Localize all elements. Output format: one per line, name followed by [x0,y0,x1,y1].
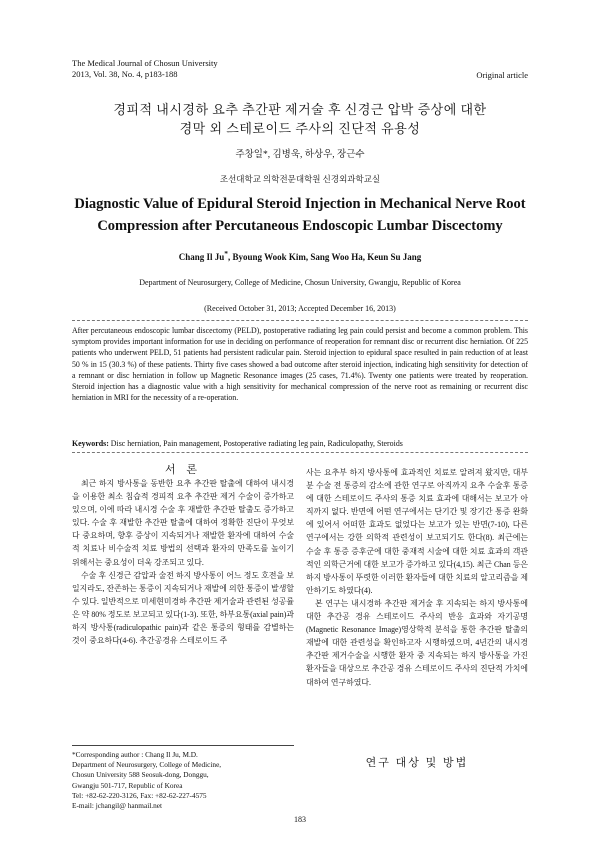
intro-heading: 서 론 [164,464,201,476]
footnote-line: Chosun University 588 Seosuk-dong, Donggu, [72,770,209,780]
english-title-line1: Diagnostic Value of Epidural Steroid Injection in Mechanical Nerve Root [74,196,526,212]
right-column [306,466,528,689]
received-dates: (Received October 31, 2013; Accepted December 16, 2013) [204,304,396,313]
korean-title [60,100,540,138]
intro-paragraph-4: 본 연구는 내시경하 추간판 제거술 후 지속되는 하지 방사통에 대한 추간공 경유 스테로이드 주사의 반응 효과와 자기공명(Magnetic Resonance Image)영상학적 분석을 통한 추간판 탈출의 재발에 대한 관련성을 확인하고자 시행하였으며, 4년간의 내시경 추간판 제거수술을 시행한 환자 중 지속되는 하지 방사통을 가진 환자들을 대상으로 추간공 경유 스테로이드 주사의 진단적 가치에 대하여 연구하였다. [306,598,528,687]
korean-title-line1: 경피적 내시경하 요추 추간판 제거술 후 신경근 압박 증상에 대한 [113,102,487,117]
english-affiliation: Department of Neurosurgery, College of Medicine, Chosun University, Gwangju, Republic of Korea [139,278,461,287]
footnote-line: Gwangju 501-717, Republic of Korea [72,780,183,790]
first-author: Chang Il Ju [178,252,225,262]
keywords [72,438,528,449]
footnote-line: *Corresponding author : Chang Il Ju, M.D. [72,750,198,759]
journal-volume: 2013, Vol. 38, No. 4, p183-188 [72,69,178,79]
left-column [72,477,294,647]
keywords-label: Keywords: [72,439,109,448]
keywords-text: Disc herniation, Pain management, Postoperative radiating leg pain, Radiculopathy, Steroids [108,439,403,448]
intro-paragraph-2: 수술 후 신경근 감압과 술전 하지 방사통이 어느 정도 호전을 보일지라도, 잔존하는 통증이 지속되거나 재발에 의한 통증이 발생할 수 있다. 일반적으로 미세현미경하 추간판 제거술과 관련된 성공률은 약 80% 정도로 보고되고 있다(1-3). 또한, 하부요통(axial pain)과 하지 방사통(radiculopathic pain)과 같은 통증의 형태를 감별하는 것이 중요하다(4-6). 추간공경유 스테로이드 주 [72,570,294,646]
corresponding-mark: * [224,249,229,258]
abstract-top-rule [72,320,528,321]
footnote-rule [72,745,294,746]
corresponding-footnote [72,750,302,811]
journal-name: The Medical Journal of Chosun University [72,58,218,68]
english-title-line2: Compression after Percutaneous Endoscopic Lumbar Discectomy [97,218,503,234]
article-type: Original article [476,70,528,80]
co-authors: , Byoung Wook Kim, Sang Woo Ha, Keun Su Jang [228,252,422,262]
footnote-line: Tel: +82-62-220-3126, Fax: +82-62-227-4575 [72,790,207,800]
intro-paragraph-3: 사는 요추부 하지 방사통에 효과적인 치료로 알려져 왔지만, 대부분 수술 전 통증의 감소에 관한 연구로 아직까지 요추 수술후 통증에 대한 스테로이드 주사의 통증 치료 효과에 대해서는 보고가 아직까지 없다. 반면에 어떤 연구에서는 단기간 및 장기간 통증 완화에 있어서 어떠한 효과도 없었다는 보고가 있는 반면(7-10), 다른 연구에서는 강한 의학적 관련성이 보고되기도 한다(8). 최근에는 수술 후 통증 증후군에 대한 중재적 시술에 대한 치료 효과의 객관적인 의학근거에 대한 보고가 증가하고 있다(4,15). 최근 Chan 등은 하지 방사통이 뚜렷한 이러한 환자들에 대한 치료의 알고리즘을 제안하기도 하였다(4). [306,468,528,595]
abstract: After percutaneous endoscopic lumbar discectomy (PELD), postoperative radiating leg pain could persist and become a common problem. This symptom provides important information for use in deciding on performance of reoperation for remnant disc or recurrent disc herniation. Of 225 patients who underwent PELD, 51 patients had persistent radicular pain. Steroid injection to epidural space resulted in pain reduction of at least 50 % in 15 (30.3 %) of these patients. Thirty five cases showed a bad outcome after steroid injection, indicating high sensitivity for detection of a remnant or disc herniation in follow up Magnetic Resonance images (25 cases, 71.4%). Twenty one patients were treated by reoperation. Steroid injection has a diagnostic value with a high sensitivity for mechanical compression of the nerve root as remaining or recurrent disc herniation in MRI for the necessity of a re-operation. [72,326,528,403]
journal-header [72,58,218,80]
abstract-bottom-rule [72,452,528,453]
english-title [40,193,560,237]
methods-heading: 연구 대상 및 방법 [365,757,469,769]
korean-affiliation: 조선대학교 의학전문대학원 신경외과학교실 [219,174,381,184]
english-authors [60,249,540,262]
footnote-line: Department of Neurosurgery, College of Medicine, [72,760,222,770]
korean-title-line2: 경막 외 스테로이드 주사의 진단적 유용성 [179,121,421,136]
intro-paragraph-1: 최근 하지 방사통을 동반한 요추 추간판 탈출에 대하여 내시경을 이용한 최소 침습적 경피적 요추 추간판 제거 수술이 증가하고 있으며, 이에 따라 내시경 수술 후 재발한 추간판 탈출도 증가하고 있다. 수술 후 재발한 추간판 탈출에 대하여 정확한 진단이 무엇보다 중요하며, 향후 증상이 지속되거나 재발한 환자에 대하여 수술적 치료나 비수술적 치료 방법의 선택과 환자의 만족도를 높이기 위해서는 중요성이 더욱 강조되고 있다. [72,479,294,567]
footnote-email: E-mail: jchangil@ hanmail.net [72,801,162,811]
korean-authors: 주창일*, 김병욱, 하상우, 장근수 [235,150,365,160]
page-number: 183 [294,815,306,824]
